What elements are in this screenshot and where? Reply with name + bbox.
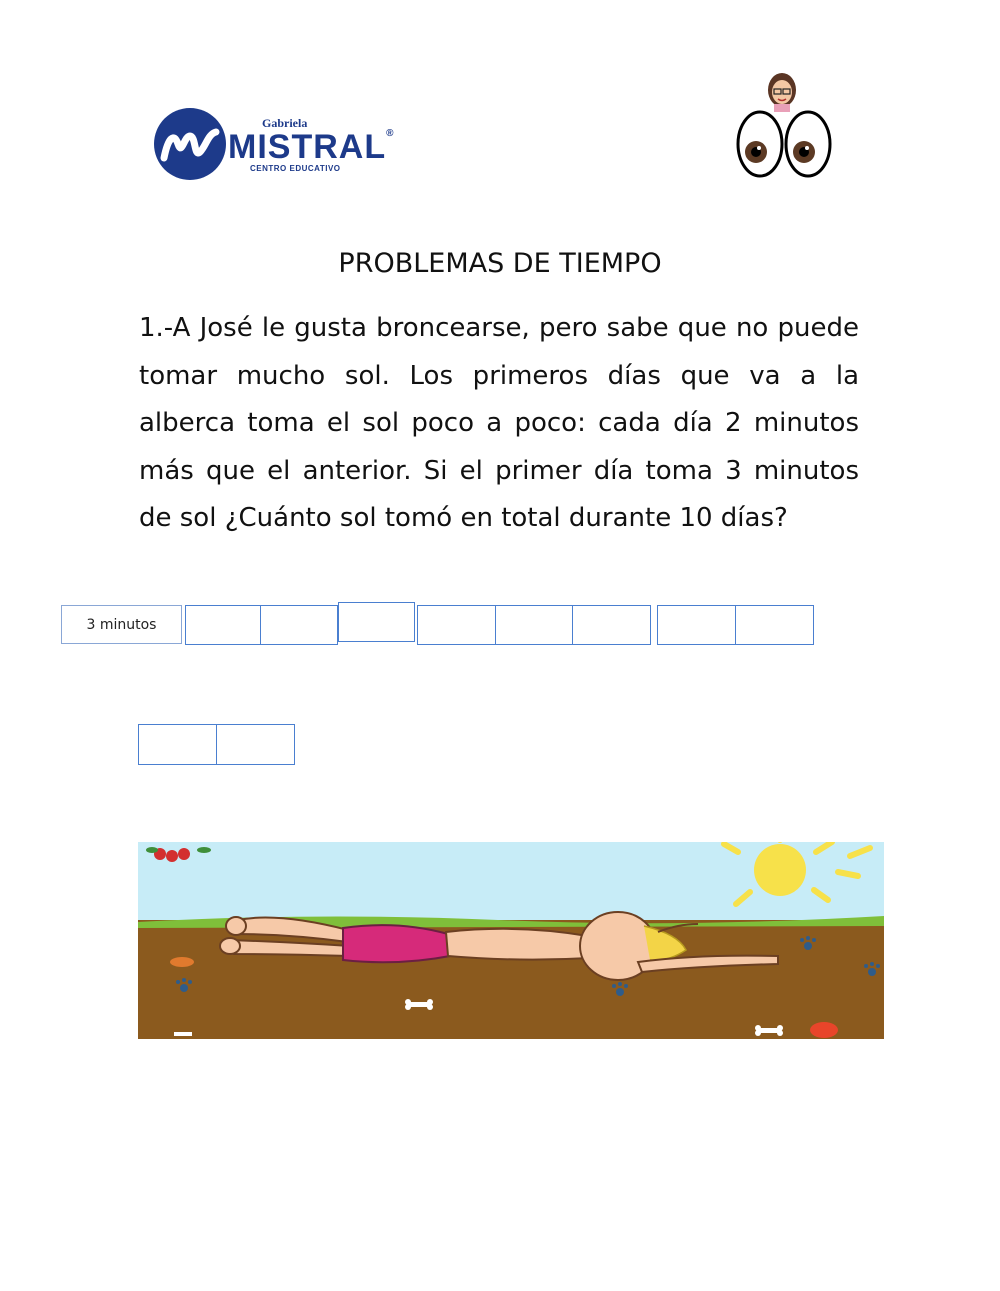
answer-box-day-9[interactable] xyxy=(735,605,814,645)
answer-box-day-3[interactable] xyxy=(260,605,338,645)
answer-box-total[interactable] xyxy=(216,724,295,765)
answer-box-day-1[interactable]: 3 minutos xyxy=(61,605,182,644)
logo-small-text: Gabriela xyxy=(262,116,308,130)
answer-box-day-4[interactable] xyxy=(338,602,415,642)
answer-box-day-8[interactable] xyxy=(657,605,736,645)
teacher-eyes-icon xyxy=(734,66,838,186)
logo-sub-text: CENTRO EDUCATIVO xyxy=(250,164,341,173)
page-title: PROBLEMAS DE TIEMPO xyxy=(338,248,662,279)
answer-box-day-2[interactable] xyxy=(185,605,261,645)
answer-box-day-5[interactable] xyxy=(417,605,496,645)
logo-main-text: MISTRAL® xyxy=(228,128,395,166)
problem-text: 1.-A José le gusta broncearse, pero sabe que no puede tomar mucho sol. Los primeros días que va a la alberca toma el sol poco a poco: cada día 2 minutos más que el anterior. Si el primer día toma 3 minutos de sol ¿Cuánto sol tomó en total durante 10 días? xyxy=(139,313,859,533)
sunbathing-illustration xyxy=(138,842,884,1039)
answer-box-day-6[interactable] xyxy=(495,605,573,645)
logo-emblem-icon xyxy=(154,108,226,180)
answer-box-day-10[interactable] xyxy=(138,724,217,765)
school-logo xyxy=(154,108,395,183)
answer-box-day-7[interactable] xyxy=(572,605,651,645)
